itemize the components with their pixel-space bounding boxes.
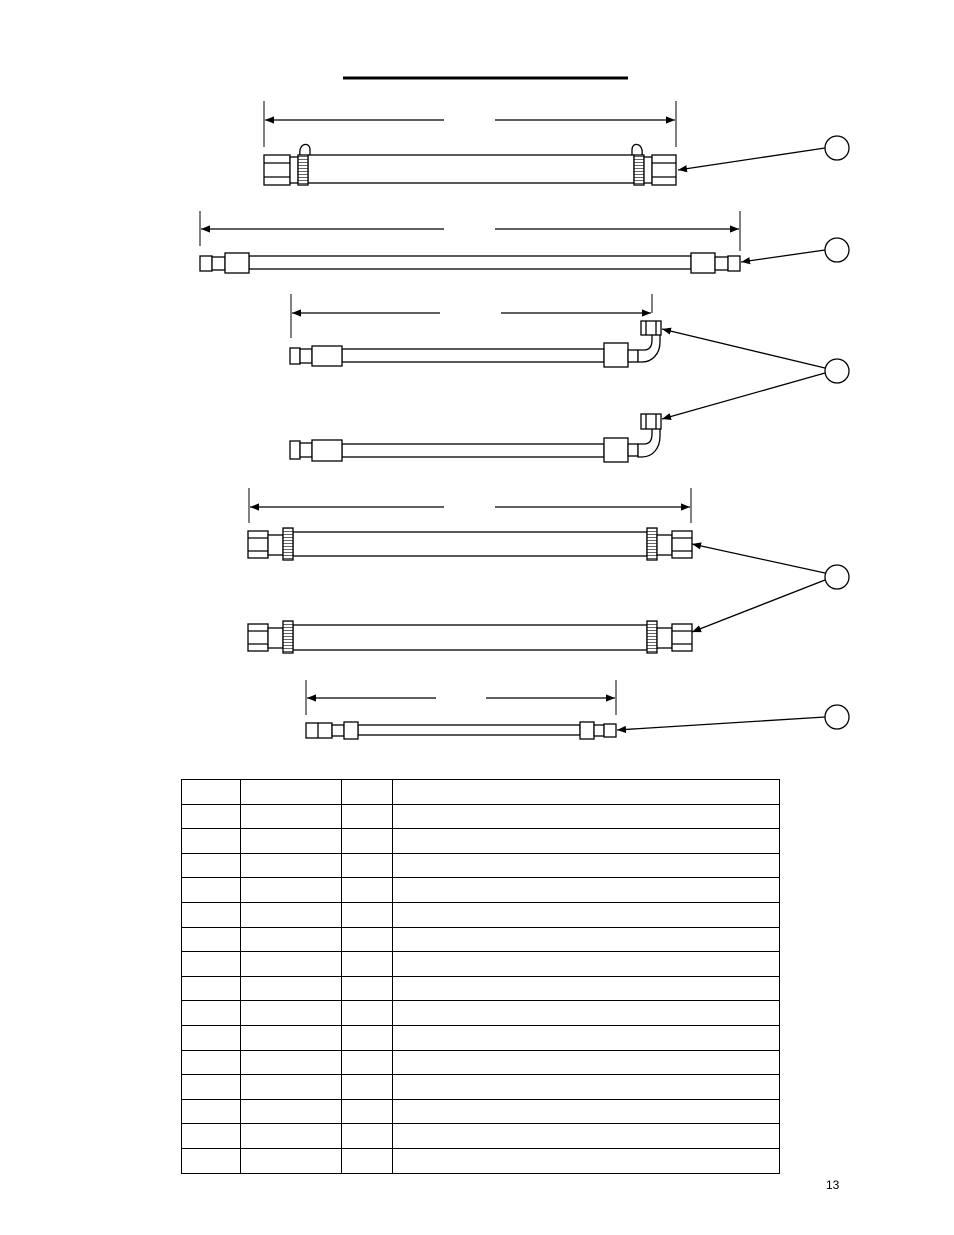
table-cell: [182, 1124, 241, 1149]
table-cell: [393, 878, 780, 903]
table-cell: [241, 1075, 342, 1100]
leader-line: [741, 250, 825, 262]
hose-4a: [248, 488, 825, 573]
table-cell: [241, 1099, 342, 1124]
table-cell: [393, 829, 780, 854]
table-cell: [393, 1050, 780, 1075]
table-row: [182, 927, 780, 952]
table-row: [182, 829, 780, 854]
table-cell: [393, 1025, 780, 1050]
table-cell: [342, 829, 393, 854]
table-cell: [393, 952, 780, 977]
table-cell: [393, 1124, 780, 1149]
leader-line: [692, 580, 825, 632]
table-cell: [342, 902, 393, 927]
table-cell: [241, 1025, 342, 1050]
table-cell: [182, 853, 241, 878]
table-cell: [393, 902, 780, 927]
table-cell: [182, 1025, 241, 1050]
callout-balloon: [825, 565, 849, 589]
table-cell: [342, 780, 393, 805]
table-cell: [393, 1148, 780, 1173]
table-cell: [241, 927, 342, 952]
table-cell: [342, 878, 393, 903]
table-row: [182, 1001, 780, 1026]
table-cell: [241, 952, 342, 977]
table-cell: [241, 902, 342, 927]
table-cell: [393, 927, 780, 952]
table-row: [182, 1148, 780, 1173]
table-row: [182, 1075, 780, 1100]
parts-table: [181, 779, 780, 1174]
table-cell: [182, 1148, 241, 1173]
table-cell: [182, 1001, 241, 1026]
parts-table-body: [182, 780, 780, 1174]
table-cell: [342, 1124, 393, 1149]
table-cell: [182, 1099, 241, 1124]
table-cell: [182, 927, 241, 952]
table-cell: [393, 804, 780, 829]
table-cell: [241, 1124, 342, 1149]
table-cell: [393, 1075, 780, 1100]
table-cell: [182, 878, 241, 903]
table-cell: [241, 1148, 342, 1173]
table-cell: [241, 780, 342, 805]
hose-1: [264, 101, 825, 185]
table-cell: [241, 1001, 342, 1026]
callout-balloon: [825, 136, 849, 160]
table-row: [182, 1099, 780, 1124]
leader-line: [662, 373, 825, 419]
table-row: [182, 976, 780, 1001]
table-cell: [342, 853, 393, 878]
table-cell: [342, 1025, 393, 1050]
callout-balloon: [825, 705, 849, 729]
leader-line: [678, 148, 825, 170]
table-cell: [182, 1075, 241, 1100]
table-cell: [342, 1050, 393, 1075]
table-cell: [241, 976, 342, 1001]
table-cell: [241, 853, 342, 878]
table-row: [182, 780, 780, 805]
table-cell: [393, 1001, 780, 1026]
table-row: [182, 902, 780, 927]
table-row: [182, 1050, 780, 1075]
table-row: [182, 853, 780, 878]
hose-4b: [248, 580, 825, 653]
table-row: [182, 952, 780, 977]
table-cell: [342, 952, 393, 977]
callout-balloon: [825, 359, 849, 383]
table-row: [182, 804, 780, 829]
table-row: [182, 1124, 780, 1149]
table-cell: [342, 804, 393, 829]
table-cell: [241, 1050, 342, 1075]
hose-5: [306, 680, 825, 739]
table-cell: [342, 1001, 393, 1026]
table-row: [182, 878, 780, 903]
callout-balloon: [825, 238, 849, 262]
table-cell: [182, 1050, 241, 1075]
table-cell: [182, 804, 241, 829]
table-cell: [393, 1099, 780, 1124]
hose-3b: [290, 373, 825, 462]
page-number: 13: [826, 1178, 840, 1192]
leader-line: [662, 329, 825, 368]
leader-line: [692, 544, 825, 573]
table-row: [182, 1025, 780, 1050]
table-cell: [342, 1099, 393, 1124]
table-cell: [393, 853, 780, 878]
table-cell: [182, 902, 241, 927]
table-cell: [182, 829, 241, 854]
table-cell: [342, 927, 393, 952]
table-cell: [241, 804, 342, 829]
hose-3a: [290, 294, 825, 368]
table-cell: [342, 1148, 393, 1173]
table-cell: [241, 829, 342, 854]
table-cell: [342, 976, 393, 1001]
table-cell: [182, 952, 241, 977]
hose-2: [200, 211, 825, 273]
table-cell: [182, 780, 241, 805]
leader-line: [617, 717, 825, 730]
table-cell: [342, 1075, 393, 1100]
table-cell: [393, 976, 780, 1001]
table-cell: [182, 976, 241, 1001]
table-cell: [241, 878, 342, 903]
table-cell: [393, 780, 780, 805]
